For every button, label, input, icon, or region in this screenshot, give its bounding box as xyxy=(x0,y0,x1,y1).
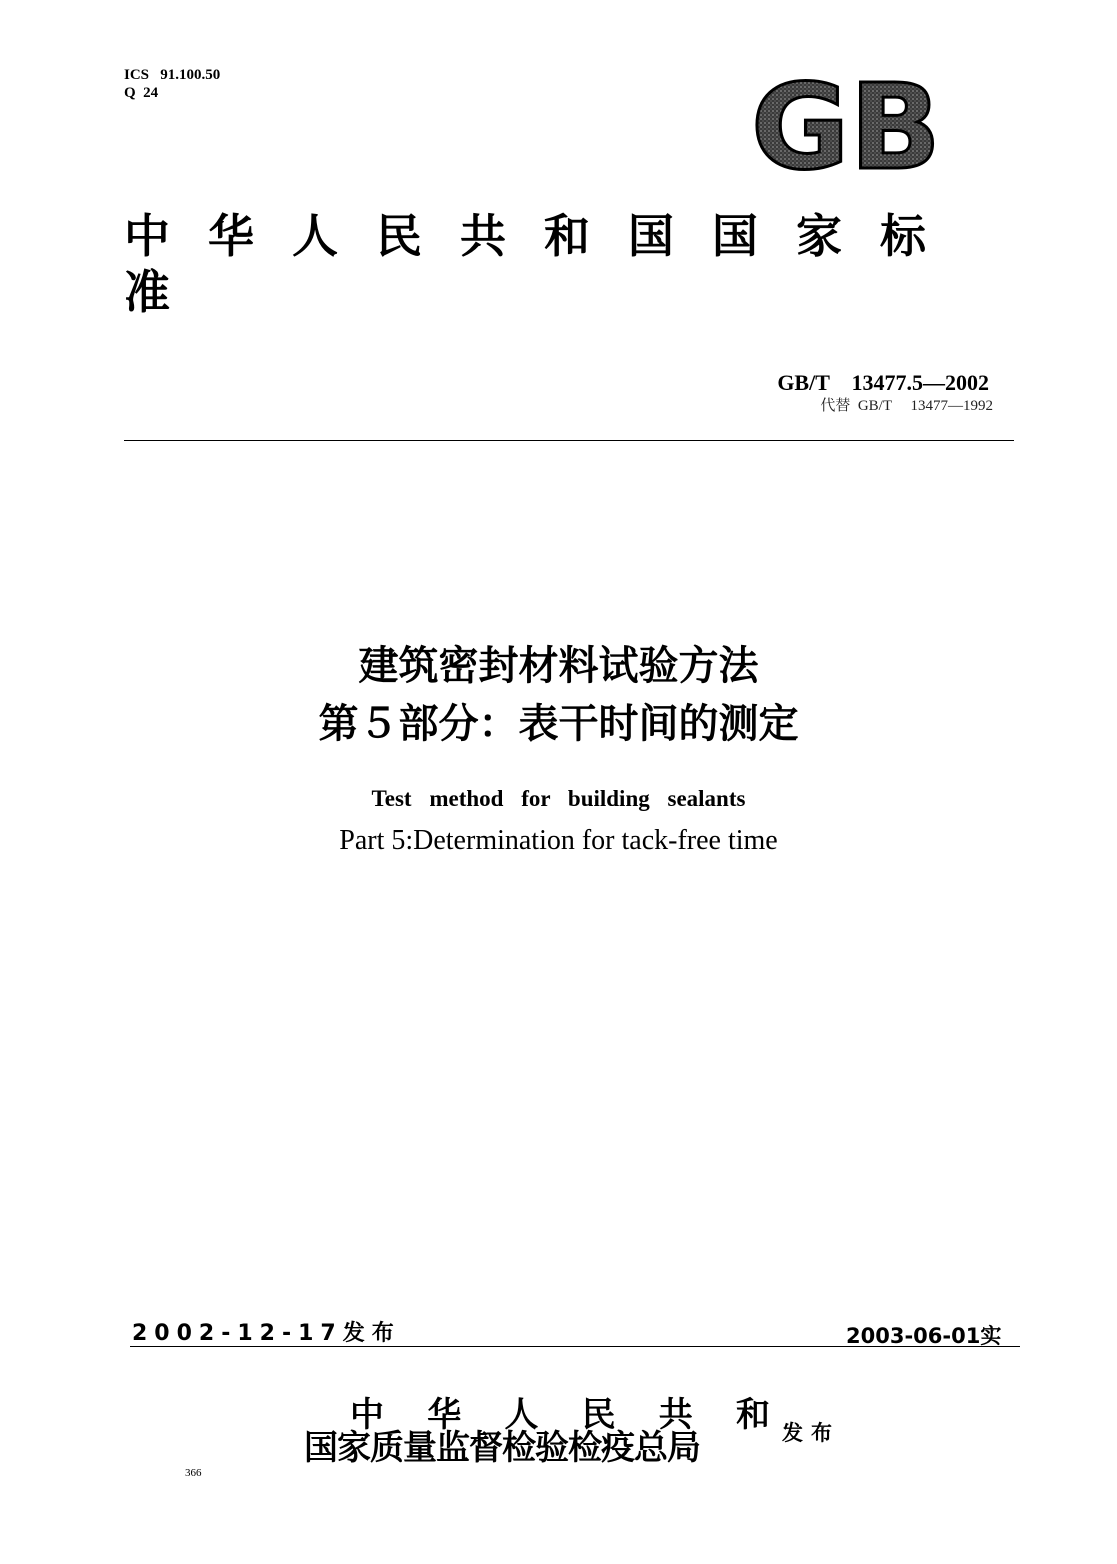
gb-logo xyxy=(748,78,944,176)
title-en-line1: Test method for building sealants xyxy=(371,786,746,811)
bottom-divider xyxy=(130,1346,1020,1347)
issuer-line2: 国家质量监督检验检疫总局 xyxy=(304,1428,700,1468)
implement-date: 2003-06-01实 xyxy=(846,1324,1002,1348)
issuer-char: 共 xyxy=(658,1395,693,1435)
title-cn-line2: 第５部分：表干时间的测定 xyxy=(318,701,799,747)
title-cn-line1: 建筑密封材料试验方法 xyxy=(358,643,759,689)
issuer-char: 民 xyxy=(581,1395,616,1435)
ics-line: ICS 91.100.50 xyxy=(124,67,221,83)
issuer-char: 和 xyxy=(735,1395,770,1435)
title-en-line2: Part 5:Determination for tack-free time xyxy=(339,825,778,856)
issuer-char: 中 xyxy=(350,1395,384,1435)
gb-logo-text: GB xyxy=(751,78,941,176)
top-divider xyxy=(124,440,1014,441)
standard-number: GB/T 13477.5—2002 xyxy=(777,370,989,395)
publish-label: 发布 xyxy=(782,1421,840,1445)
classification-line: Q 24 xyxy=(124,85,159,101)
issue-date: 2002-12-17发布 xyxy=(132,1321,401,1346)
ics-code xyxy=(124,66,220,102)
page-number: 366 xyxy=(185,1467,202,1479)
issuer-char: 人 xyxy=(504,1395,539,1435)
replaces-standard: 代替 GB/T 13477—1992 xyxy=(820,398,993,414)
national-standard-title: 中华人民共和国国家标准 xyxy=(124,209,964,319)
issuer-char: 华 xyxy=(427,1395,462,1435)
